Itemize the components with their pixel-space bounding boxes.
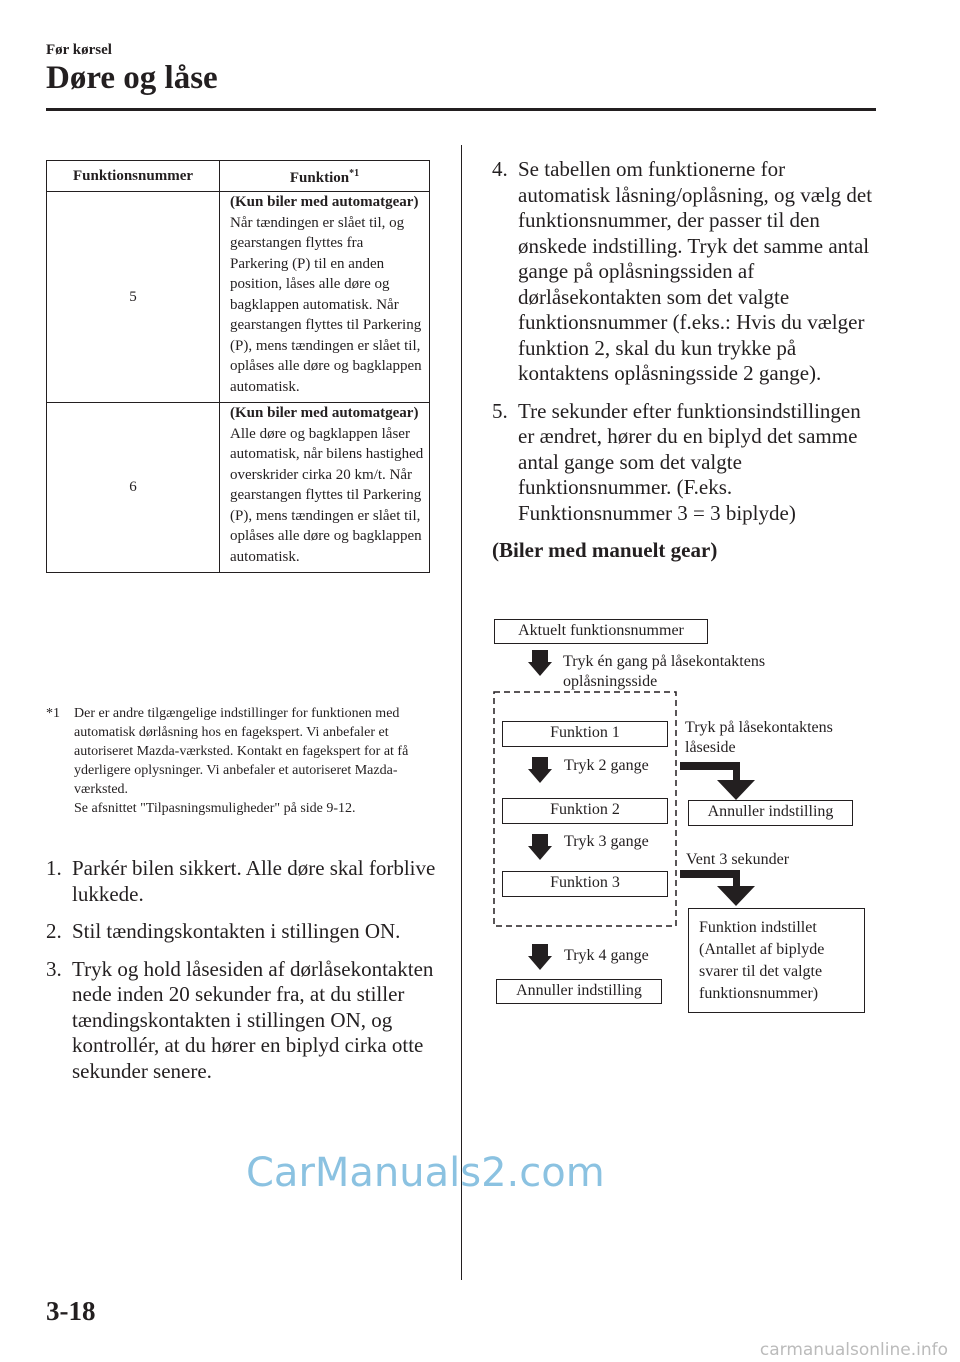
down-arrow-icon xyxy=(528,834,552,860)
down-arrow-icon xyxy=(528,650,552,676)
page-number: 3-18 xyxy=(46,1296,96,1326)
row-text: Alle døre og bagklappen låser automatisk, når bilens hastighed overskrider cirka 20 km/t. Når gearstangen flyttes til Parkering (P), mens tændingen er slået til, oplåses alle døre og bagklappen automatisk. xyxy=(230,425,424,565)
footnote-ref: Se afsnittet "Tilpasningsmuligheder" på side 9-12. xyxy=(74,801,356,816)
press-once-label: Tryk én gang på låsekontaktens oplåsningsside xyxy=(563,653,766,690)
watermark: CarManuals2.com xyxy=(246,1150,605,1196)
function-1-box: Funktion 1 xyxy=(502,721,668,747)
down-arrow-icon xyxy=(528,757,552,783)
function-3-box: Funktion 3 xyxy=(502,871,668,897)
step-4: 4. Se tabellen om funktionerne for automatisk låsning/oplåsning, og vælg det funktionsnummer, der passer til den ønskede indstilling. Tryk det samme antal gange på oplåsningssiden af dørlåsekontakten som det valgte funktionsnummer (f.eks.: Hvis du vælger funktion 2, skal du kun trykke på kontaktens oplåsningsside 2 gange). xyxy=(492,157,873,385)
cancel-right-box: Annuller indstilling xyxy=(688,800,853,826)
col-function-number: Funktionsnummer xyxy=(47,161,220,192)
function-number: 6 xyxy=(47,403,220,573)
press-2-label: Tryk 2 gange xyxy=(564,757,649,774)
footnote-label: *1 xyxy=(46,706,60,721)
function-2-box: Funktion 2 xyxy=(502,798,668,824)
step-2: 2. Stil tændingskontakten i stillingen ON. xyxy=(46,919,401,943)
footnote-text: Der er andre tilgængelige indstillinger for funktionen med automatisk dørlåsning hos en fagekspert. Vi anbefaler et autoriseret Mazda-værksted. Kontakt en fagekspert for at få yderligere oplysninger. Vi anbefaler et autoriseret Mazda-værksted. xyxy=(74,706,409,797)
row-text: Når tændingen er slået til, og gearstangen flyttes fra Parkering (P) til en anden position, låses alle døre og bagklappen automatisk. Når gearstangen flyttes til Parkering (P), mens tændingen er slået til, oplåses alle døre og bagklappen automatisk. xyxy=(230,214,422,395)
arrow-to-function-set xyxy=(680,870,755,906)
row-heading: (Kun biler med automatgear) xyxy=(230,194,419,210)
cancel-left-box: Annuller indstilling xyxy=(496,979,662,1004)
col-function: Funktion$^{*1}$ xyxy=(220,161,430,192)
step-1: 1. Parkér bilen sikkert. Alle døre skal forblive lukkede. xyxy=(46,856,436,906)
manual-gear-heading: (Biler med manuelt gear) xyxy=(492,538,718,562)
wait-label: Vent 3 sekunder xyxy=(686,851,790,868)
step-5: 5. Tre sekunder efter funktionsindstillingen er ændret, hører du en biplyd det samme antal gange som det valgte funktionsnummer. (F.eks. Funktionsnummer 3 = 3 biplyde) xyxy=(492,398,861,525)
press-4-label: Tryk 4 gange xyxy=(564,947,649,964)
section-label: Før kørsel xyxy=(46,42,112,58)
page-title: Døre og låse xyxy=(46,60,218,96)
function-set-box: Funktion indstillet (Antallet af biplyde svarer til det valgte funktionsnummer) xyxy=(688,908,865,1013)
down-arrow-icon xyxy=(528,944,552,970)
bottom-site-watermark: carmanualsonline.info xyxy=(759,1340,948,1360)
current-function-box: Aktuelt funktionsnummer xyxy=(494,619,708,644)
step-3: 3. Tryk og hold låsesiden af dørlåsekontakten nede inden 20 sekunder fra, at du stiller tændingskontakten i stillingen ON, og kontrollér, at du hører en biplyd cirka otte sekunder senere. xyxy=(46,956,434,1083)
arrow-to-cancel-right xyxy=(680,762,755,800)
press-3-label: Tryk 3 gange xyxy=(564,833,649,850)
row-heading: (Kun biler med automatgear) xyxy=(230,405,419,421)
function-number: 5 xyxy=(47,192,220,403)
press-lock-label: Tryk på låsekontaktens låseside xyxy=(685,719,833,756)
